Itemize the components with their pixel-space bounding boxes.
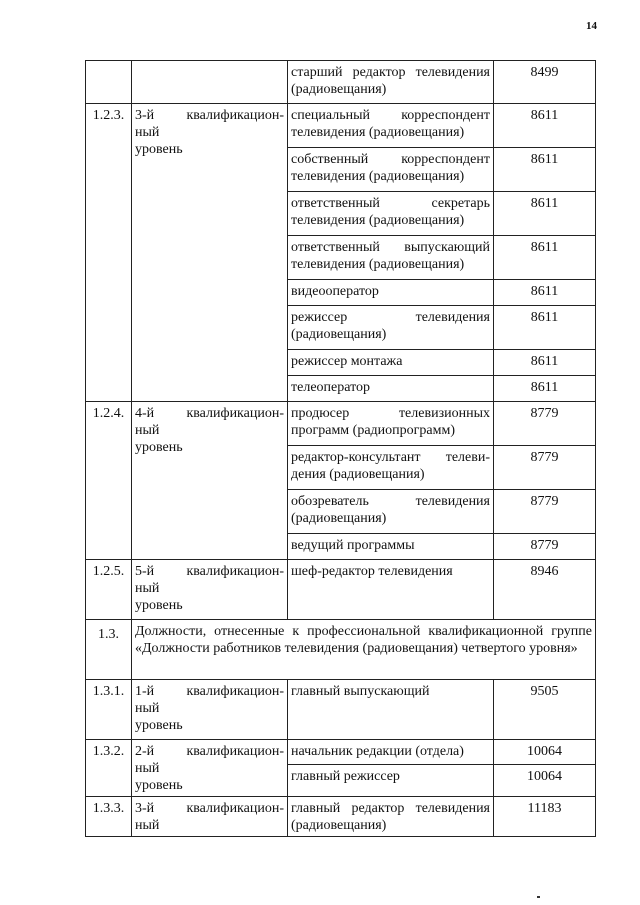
code-cell [86,61,132,104]
salary-cell: 8779 [494,534,596,560]
salary-cell: 8611 [494,192,596,236]
level-line: уровень [135,718,183,733]
salary-cell: 8779 [494,446,596,490]
position-cell: ответственный секретарь телевидения (радиовещания) [288,192,494,236]
level-line: ный [135,701,160,716]
level-line: 1-й квалификацион- [135,684,284,699]
position-cell: обозреватель телевидения (радиовещания) [288,490,494,534]
salary-cell: 8779 [494,490,596,534]
table-row [86,402,596,446]
level-line: уровень [135,142,183,157]
position-cell: главный выпускающий [288,680,494,740]
position-cell: режиссер телевидения (радиовещания) [288,306,494,350]
group-heading: Должности, отнесенные к профессиональной квалификационной группе «Должности работников телевидения (радиовещания) четвертого уровня» [132,620,596,680]
level-line: 5-й квалификацион- [135,564,284,579]
position-cell: начальник редакции (отдела) [288,740,494,765]
level-line: ный [135,581,160,596]
code-cell: 1.3.3. [86,797,132,837]
position-cell: видеооператор [288,280,494,306]
table-row [86,620,596,680]
scan-mark [537,896,540,898]
level-line: 3-й квалификацион- [135,108,284,123]
salary-cell: 8611 [494,306,596,350]
code-cell: 1.3.2. [86,740,132,797]
code-cell: 1.2.5. [86,560,132,620]
position-cell: старший редактор телевидения (радиовещания) [288,61,494,104]
salary-cell: 8611 [494,236,596,280]
table-row [86,560,596,620]
level-line: ный [135,761,160,776]
salary-cell: 10064 [494,765,596,797]
salary-cell: 11183 [494,797,596,837]
level-line: 3-й квалификацион- [135,801,284,816]
position-cell: телеоператор [288,376,494,402]
salary-cell: 8611 [494,280,596,306]
code-cell: 1.2.3. [86,104,132,402]
code-cell: 1.3.1. [86,680,132,740]
level-cell [132,560,288,620]
code-cell: 1.3. [86,620,132,680]
level-line: ный [135,125,160,140]
level-line: ный [135,818,160,833]
level-cell [132,680,288,740]
level-cell [132,402,288,560]
table-row [86,797,596,837]
level-line: 4-й квалификацион- [135,406,284,421]
level-cell [132,797,288,837]
position-cell: продюсер телевизионных программ (радиопрограмм) [288,402,494,446]
position-cell: собственный корреспондент телевидения (радиовещания) [288,148,494,192]
salary-cell: 8779 [494,402,596,446]
level-line: ный [135,423,160,438]
position-cell: шеф-редактор телевидения [288,560,494,620]
level-cell [132,104,288,402]
salary-cell: 8611 [494,104,596,148]
position-cell: главный режиссер [288,765,494,797]
code-cell: 1.2.4. [86,402,132,560]
level-cell [132,61,288,104]
salary-cell: 9505 [494,680,596,740]
level-line: уровень [135,778,183,793]
level-cell [132,740,288,797]
position-cell: главный редактор телевидения (радиовещания) [288,797,494,837]
salary-cell: 8946 [494,560,596,620]
table-row [86,61,596,104]
salary-table [85,60,596,837]
table-row [86,104,596,148]
level-line: уровень [135,440,183,455]
level-line: 2-й квалификацион- [135,744,284,759]
salary-cell: 8499 [494,61,596,104]
level-line: уровень [135,598,183,613]
table-row [86,740,596,765]
salary-cell: 8611 [494,350,596,376]
position-cell: ведущий программы [288,534,494,560]
position-cell: режиссер монтажа [288,350,494,376]
position-cell: ответственный выпускающий телевидения (радиовещания) [288,236,494,280]
table-row [86,680,596,740]
position-cell: редактор-консультант телеви-дения (радиовещания) [288,446,494,490]
salary-cell: 8611 [494,376,596,402]
page-number: 14 [586,20,597,32]
salary-cell: 8611 [494,148,596,192]
position-cell: специальный корреспондент телевидения (радиовещания) [288,104,494,148]
salary-cell: 10064 [494,740,596,765]
